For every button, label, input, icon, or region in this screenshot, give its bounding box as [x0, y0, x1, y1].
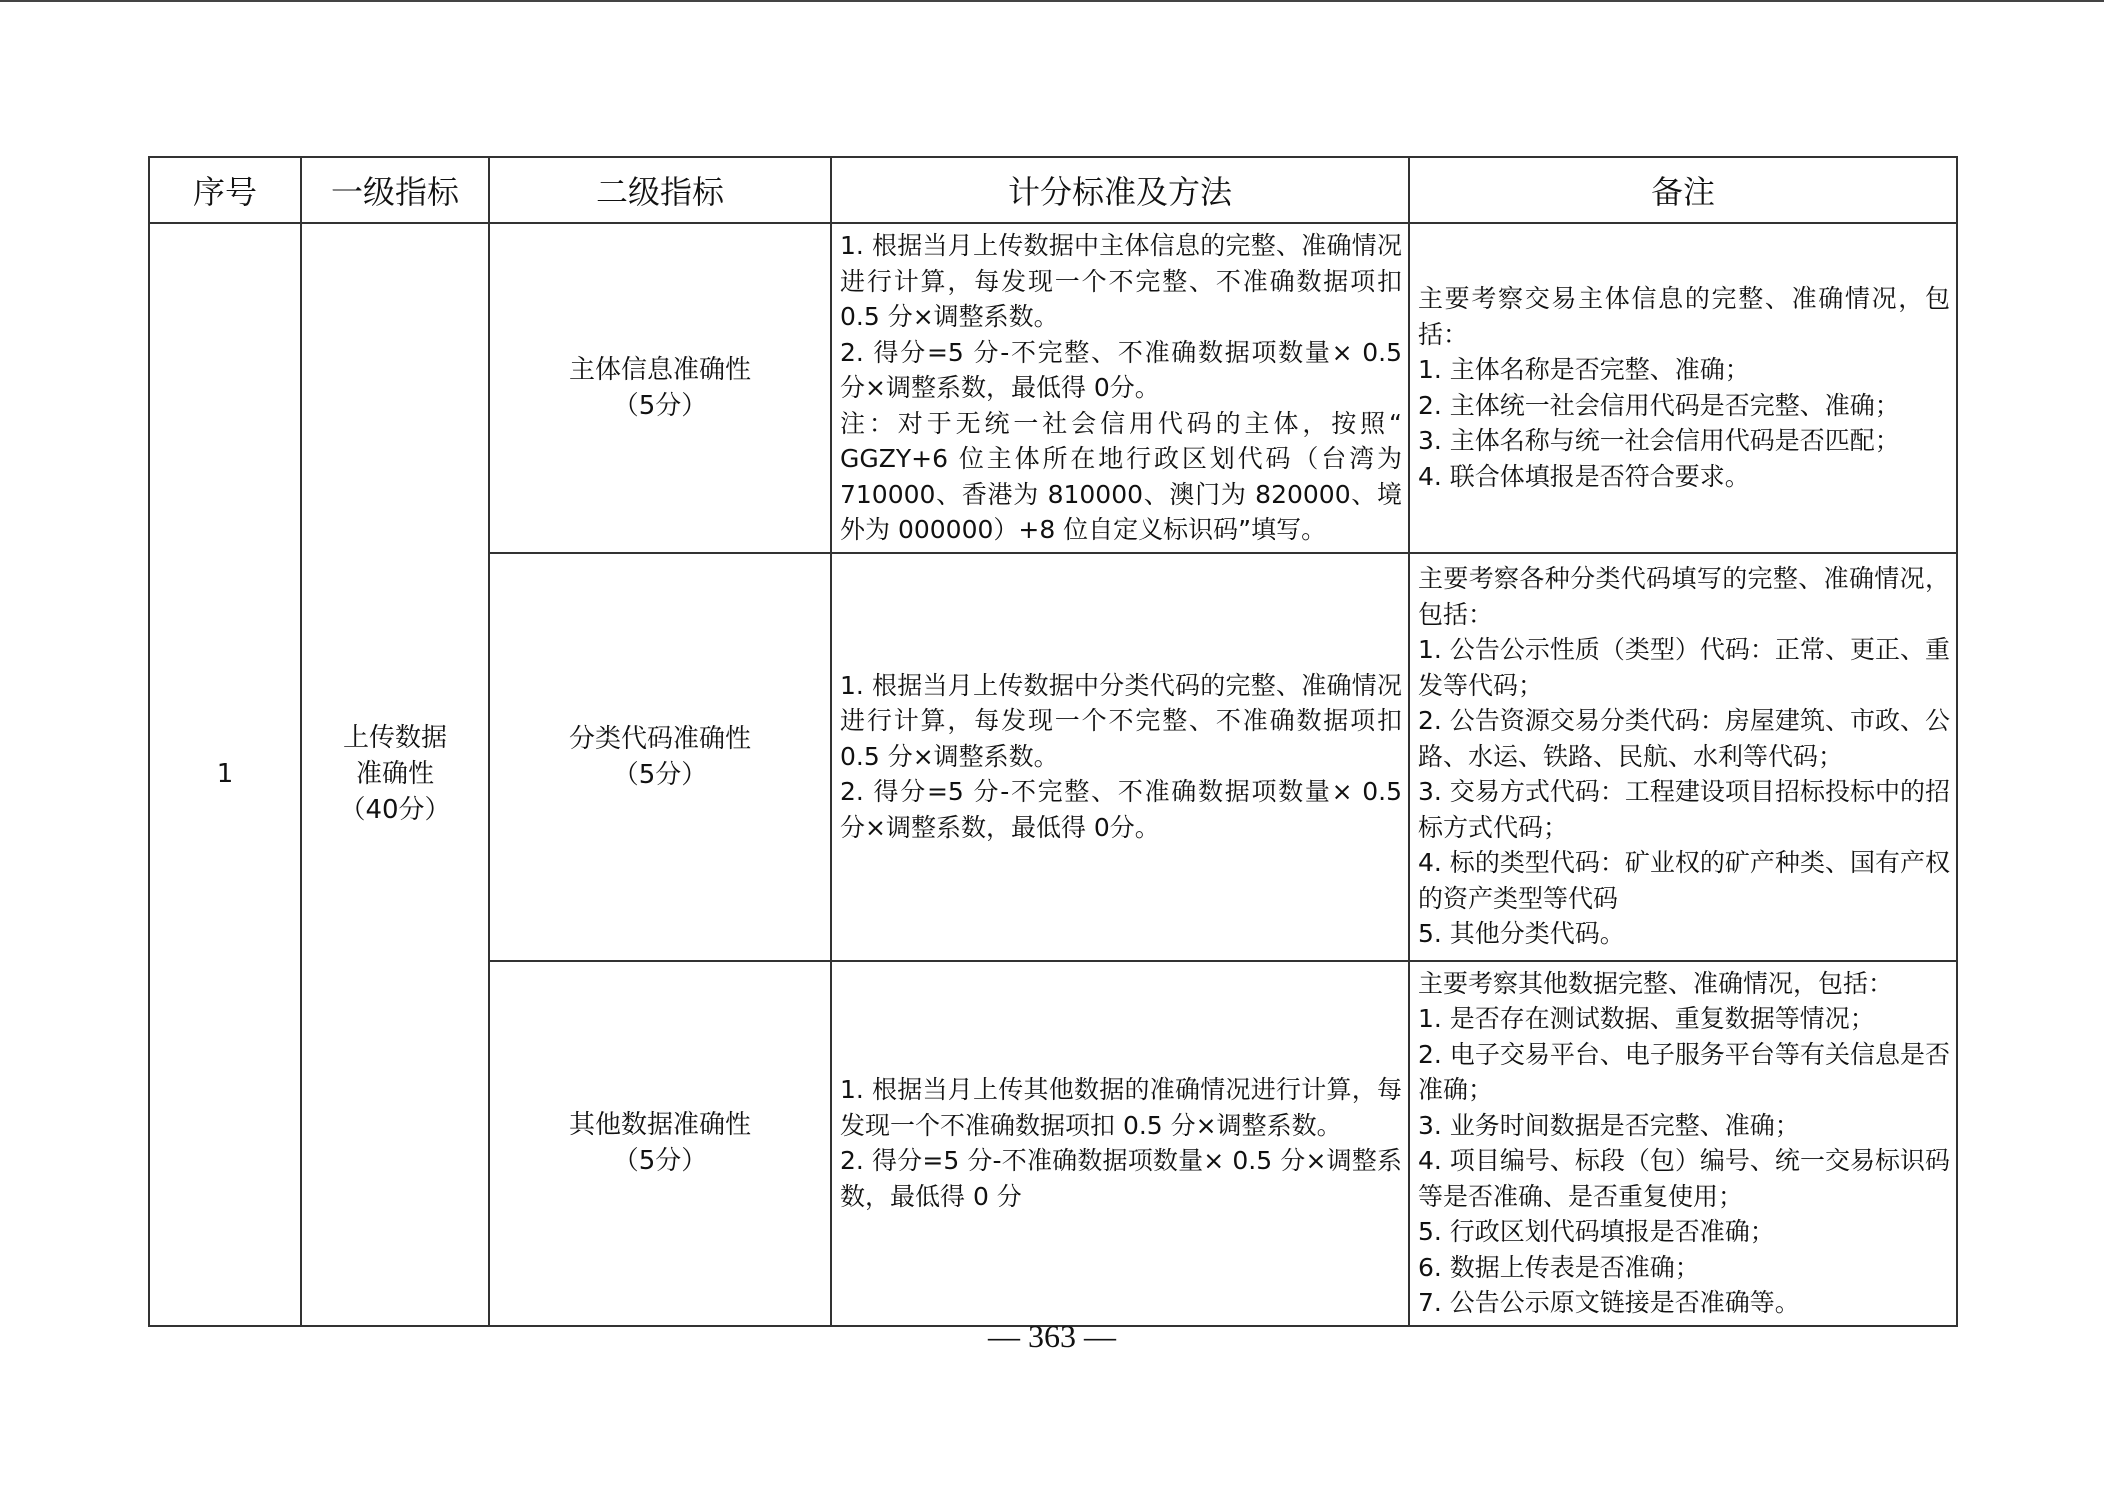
method-item: 1. 根据当月上传数据中分类代码的完整、准确情况进行计算，每发现一个不完整、不准确数据项扣 0.5 分×调整系数。: [840, 670, 1402, 771]
level2-score: （5分）: [612, 1146, 708, 1176]
remark-cell: [1409, 553, 1957, 961]
remark-item: 4. 项目编号、标段（包）编号、统一交易标识码等是否准确、是否重复使用；: [1418, 1146, 1950, 1211]
top-border-line: [0, 0, 2104, 2]
remark-item: 3. 交易方式代码：工程建设项目招标投标中的招标方式代码；: [1418, 777, 1950, 842]
remark-item: 主要考察其他数据完整、准确情况，包括：: [1418, 968, 1894, 998]
method-item: 2. 得分=5 分-不完整、不准确数据项数量× 0.5 分×调整系数，最低得 0分。: [840, 337, 1402, 402]
level2-score: （5分）: [612, 759, 708, 790]
table-row: [149, 223, 1957, 553]
remark-cell: [1409, 223, 1957, 553]
level1-cell: [301, 223, 489, 1326]
remark-item: 2. 主体统一社会信用代码是否完整、准确；: [1418, 390, 1900, 420]
method-cell: [831, 223, 1409, 553]
header-remark: 备注: [1409, 157, 1957, 223]
method-cell: [831, 553, 1409, 961]
method-note: 注：对于无统一社会信用代码的主体，按照“ GGZY+6 位主体所在地行政区划代码（台湾为710000、香港为 810000、澳门为 820000、境外为 000000）+8 位自定义标识码”填写。: [840, 408, 1402, 544]
remark-item: 1. 主体名称是否完整、准确；: [1418, 355, 1750, 385]
header-level1: 一级指标: [301, 157, 489, 223]
remark-item: 主要考察各种分类代码填写的完整、准确情况，包括：: [1418, 564, 1950, 629]
remark-item: 4. 标的类型代码：矿业权的矿产种类、国有产权的资产类型等代码: [1418, 848, 1950, 913]
remark-cell: [1409, 961, 1957, 1326]
header-seq: 序号: [149, 157, 301, 223]
table-header-row: [149, 157, 1957, 223]
remark-item: 5. 其他分类代码。: [1418, 919, 1625, 949]
level2-name: 其他数据准确性: [568, 1110, 751, 1140]
scoring-table: [148, 156, 1958, 1327]
seq-cell: [149, 223, 301, 1326]
level2-cell: [489, 553, 831, 961]
remark-item: 主要考察交易主体信息的完整、准确情况，包括：: [1418, 284, 1950, 349]
seq-number: 1: [216, 759, 234, 790]
method-item: 1. 根据当月上传其他数据的准确情况进行计算，每发现一个不准确数据项扣 0.5 分×调整系数。: [840, 1075, 1402, 1140]
level2-name: 主体信息准确性: [568, 354, 751, 385]
method-cell: [831, 961, 1409, 1326]
remark-item: 1. 公告公示性质（类型）代码：正常、更正、重发等代码；: [1418, 635, 1950, 700]
header-method: 计分标准及方法: [831, 157, 1409, 223]
remark-item: 5. 行政区划代码填报是否准确；: [1418, 1217, 1775, 1246]
level2-cell: [489, 223, 831, 553]
level1-name: 上传数据: [342, 723, 447, 754]
method-item: 1. 根据当月上传数据中主体信息的完整、准确情况进行计算，每发现一个不完整、不准确数据项扣 0.5 分×调整系数。: [840, 231, 1402, 331]
remark-item: 6. 数据上传表是否准确；: [1418, 1252, 1700, 1282]
method-item: 2. 得分=5 分-不完整、不准确数据项数量× 0.5 分×调整系数，最低得 0分。: [840, 777, 1402, 842]
level2-cell: [489, 961, 831, 1326]
remark-item: 2. 公告资源交易分类代码：房屋建筑、市政、公路、水运、铁路、民航、水利等代码；: [1418, 706, 1950, 771]
level2-name: 分类代码准确性: [568, 723, 751, 754]
remark-item: 1. 是否存在测试数据、重复数据等情况；: [1418, 1004, 1875, 1033]
level2-score: （5分）: [612, 390, 708, 421]
remark-item: 4. 联合体填报是否符合要求。: [1418, 461, 1750, 491]
page-number: — 363 —: [988, 1318, 1116, 1354]
remark-item: 3. 业务时间数据是否完整、准确；: [1418, 1110, 1800, 1140]
level1-name-2: 准确性: [355, 759, 434, 790]
remark-item: 2. 电子交易平台、电子服务平台等有关信息是否准确；: [1418, 1039, 1950, 1104]
level1-score: （40分）: [339, 795, 451, 826]
remark-item: 3. 主体名称与统一社会信用代码是否匹配；: [1418, 426, 1900, 456]
remark-item: 7. 公告公示原文链接是否准确等。: [1418, 1288, 1800, 1317]
method-item: 2. 得分=5 分-不准确数据项数量× 0.5 分×调整系数，最低得 0 分: [840, 1146, 1402, 1211]
header-level2: 二级指标: [489, 157, 831, 223]
